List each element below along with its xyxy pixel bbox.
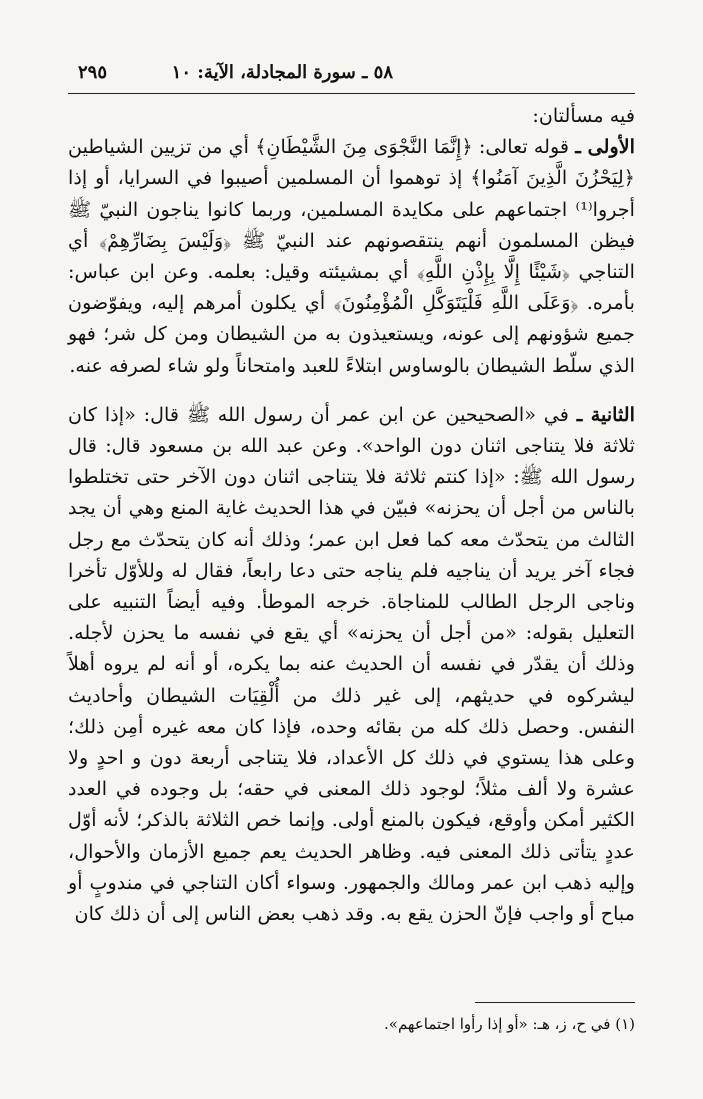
page-number: ٢٩٥ bbox=[78, 62, 108, 83]
intro-line: فيه مسألتان: bbox=[532, 104, 635, 127]
section-heading-first: الأولى ـ bbox=[575, 135, 635, 159]
footnote-rule bbox=[475, 1002, 635, 1003]
paragraph-first bbox=[68, 131, 635, 381]
main-text bbox=[68, 100, 635, 929]
running-title: ٥٨ ـ سورة المجادلة، الآية: ١٠ bbox=[171, 62, 393, 83]
running-header bbox=[70, 62, 633, 90]
section-heading-second: الثانية ـ bbox=[576, 402, 635, 426]
paragraph-gap bbox=[68, 381, 635, 399]
header-rule bbox=[68, 93, 635, 94]
paragraph-second-text: في «الصحيحين عن ابن عمر أن رسول الله ﷺ قال: «إذا كان ثلاثة فلا يتناجى اثنان دون الواحد». وعن عبد الله بن مسعود قال: قال رسول الله ﷺ: «إذا كنتم ثلاثة فلا يتناجى اثنان دون الآخر حتى تختلطوا بالناس من أجل أن يحزنه» فبيّن في هذا الحديث غاية المنع وهي أن يجد الثالث من يتحدّث معه كما فعل ابن عمر؛ وذلك أنه كان يتحدّث مع رجل فجاء آخر يريد أن يناجيه فلم يناجه حتى دعا رابعاً، فقال له وللأوّل تأخرا وناجى الرجل الطالب للمناجاة. خرجه الموطأ. وفيه أيضاً التنبيه على التعليل بقوله: «من أجل أن يحزنه» أي يقع في نفسه ما يحزن لأجله. وذلك أن يقدّر في نفسه أن الحديث عنه بما يكره، أو أنه لم يروه أهلاً ليشركوه في حديثهم، إلى غير ذلك من أُلْقِيَات الشيطان وأحاديث النفس. وحصل ذلك كله من بقائه وحده، فإذا كان معه غيره أمِن ذلك؛ وعلى هذا يستوي في ذلك كل الأعداد، فلا يتناجى أربعة دون و احدٍ ولا عشرة ولا ألف مثلاً؛ لوجود ذلك المعنى في حقه؛ بل وجوده في العدد الكثير أمكن وأوقع، فيكون بالمنع أولى. وإنما خص الثلاثة بالذكر؛ لأنه أوّل عددٍ يتأتى ذلك المعنى فيه. وظاهر الحديث يعم جميع الأزمان والأحوال، وإليه ذهب ابن عمر ومالك والجمهور. وسواء أكان التناجي في مندوبٍ أو مباح أو واجب فإنّ الحزن يقع به. وقد ذهب بعض الناس إلى أن ذلك كان bbox=[68, 402, 635, 926]
paragraph-second bbox=[68, 399, 635, 929]
footnote: (١) في ح، ز، هـ: «أو إذا رأوا اجتماعهم». bbox=[384, 1015, 635, 1033]
paragraph-first-text: قوله تعالى: ﴿إِنَّمَا النَّجْوَى مِنَ الشَّيْطَانِ﴾ أي من تزيين الشياطين ﴿لِيَحْزُنَ الَّذِينَ آمَنُوا﴾ إذ توهموا أن المسلمين أصيبوا في السرايا، أو إذا أجروا⁽¹⁾ اجتماعهم على مكايدة المسلمين، وربما كانوا يناجون النبيّ ﷺ فيظن المسلمون أنهم ينتقصونهم عند النبيّ ﷺ ﴿وَلَيْسَ بِضَارِّهِمْ﴾ أي التناجي ﴿شَيْئًا إِلَّا بِإِذْنِ اللَّهِ﴾ أي بمشيئته وقيل: بعلمه. وعن ابن عباس: بأمره. ﴿وَعَلَى اللَّهِ فَلْيَتَوَكَّلِ الْمُؤْمِنُونَ﴾ أي يكلون أمرهم إليه، ويفوّضون جميع شؤونهم إلى عونه، ويستعيذون به من الشيطان ومن كل شر؛ فهو الذي سلّط الشيطان بالوساوس ابتلاءً للعبد وامتحاناً ولو شاء لصرفه عنه. bbox=[68, 135, 635, 377]
